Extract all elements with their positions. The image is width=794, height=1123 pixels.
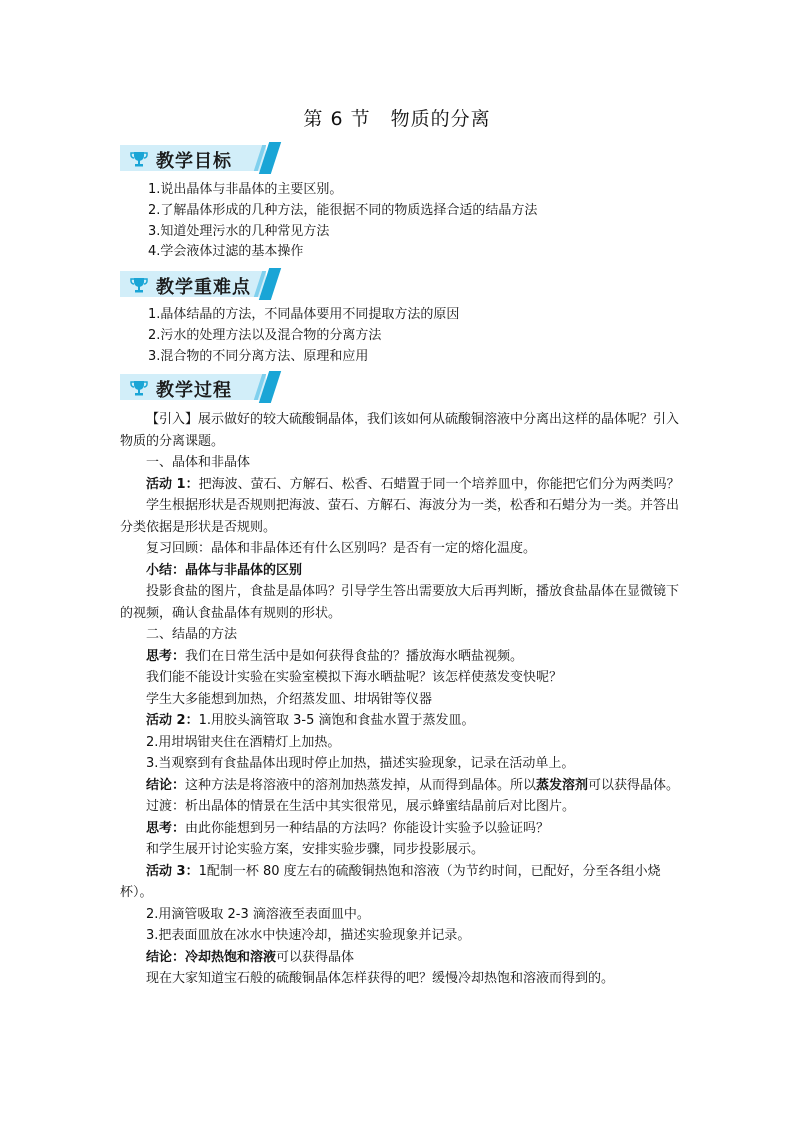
goals-list [148,180,708,263]
think-label: 思考： [146,820,186,836]
activity-1-text: 把海波、萤石、方解石、松香、石蜡置于同一个培养皿中，你能把它们分为两类吗？ [198,476,680,492]
paragraph: 2.用坩埚钳夹住在酒精灯上加热。 [146,734,341,750]
paragraph-activity-1 [120,474,680,496]
think-text: 由此你能想到另一种结晶的方法吗？你能设计实验予以验证吗？ [185,820,550,836]
process-body [120,409,680,990]
activity-3-label: 活动 3： [146,863,199,879]
list-item: 2.了解晶体形成的几种方法，能很据不同的物质选择合适的结晶方法 [148,202,538,218]
section-header-label: 教学目标 [156,151,232,172]
paragraph: 我们能不能设计实验在实验室模拟下海水晒盐呢？该怎样使蒸发变快呢？ [146,670,563,685]
list-item: 1.说出晶体与非晶体的主要区别。 [148,182,343,197]
paragraph: 2.用滴管吸取 2-3 滴溶液至表面皿中。 [146,906,370,922]
conclusion-bold: 冷却热饱和溶液 [185,949,277,965]
paragraph-think-2 [120,818,680,840]
section-header-label: 教学重难点 [156,277,251,298]
section-header-goals [120,142,276,174]
activity-2-label: 活动 2： [146,713,199,728]
conclusion-bold: 蒸发溶剂 [536,777,589,793]
paragraph: 投影食盐的图片，食盐是晶体吗？引导学生答出需要放大后再判断，播放食盐晶体在显微镜下的视频，确认食盐晶体有规则的形状。 [120,584,680,621]
list-item: 3.混合物的不同分离方法、原理和应用 [148,348,369,364]
activity-1-label: 活动 1： [146,476,199,492]
conclusion-text: 这种方法是将溶液中的溶剂加热蒸发掉，从而得到晶体。所以 [185,777,537,793]
paragraph: 3.把表面皿放在冰水中快速冷却，描述实验现象并记录。 [146,928,471,943]
paragraph: 和学生展开讨论实验方案，安排实验步骤，同步投影展示。 [146,842,485,857]
paragraph-activity-2 [120,710,680,732]
conclusion-label: 结论： [146,777,186,793]
paragraph: 3.当观察到有食盐晶体出现时停止加热，描述实验现象，记录在活动单上。 [146,756,575,771]
keypoints-list [148,305,708,367]
activity-3-text: 1配制一杯 80 度左右的硫酸铜热饱和溶液（为节约时间，已配好，分至各组小烧杯）。 [120,863,661,900]
list-item: 1.晶体结晶的方法，不同晶体要用不同提取方法的原因 [148,307,460,322]
list-item: 2.污水的处理方法以及混合物的分离方法 [148,327,382,343]
page-title: 第 6 节 物质的分离 [303,108,491,130]
paragraph-activity-3 [120,861,680,904]
paragraph-review: 复习回顾：晶体和非晶体还有什么区别吗？是否有一定的熔化温度。 [146,541,537,556]
think-label: 思考： [146,648,186,664]
paragraph: 学生大多能想到加热，介绍蒸发皿、坩埚钳等仪器 [146,691,433,707]
activity-2-text: 1.用胶头滴管取 3-5 滴饱和食盐水置于蒸发皿。 [198,713,475,728]
paragraph-transition: 过渡：析出晶体的情景在生活中其实很常见，展示蜂蜜结晶前后对比图片。 [146,799,576,814]
paragraph: 学生根据形状是否规则把海波、萤石、方解石、海波分为一类，松香和石蜡分为一类。并答出分类依据是形状是否规则。 [120,498,680,535]
trophy-icon [130,276,148,294]
section-header-keypoints [120,268,276,300]
section-header-label: 教学过程 [156,380,232,401]
paragraph-intro: 【引入】展示做好的较大硫酸铜晶体，我们该如何从硫酸铜溶液中分离出这样的晶体呢？引入物质的分离课题。 [120,412,680,449]
conclusion-text: 可以获得晶体 [276,949,355,965]
heading-crystallization: 二、结晶的方法 [146,627,238,642]
trophy-icon [130,150,148,168]
paragraph-closing: 现在大家知道宝石般的硫酸铜晶体怎样获得的吧？缓慢冷却热饱和溶液而得到的。 [146,971,615,986]
summary-text: 小结：晶体与非晶体的区别 [146,562,303,578]
conclusion-label: 结论： [146,949,186,965]
paragraph-conclusion-1 [120,775,680,797]
conclusion-text: 可以获得晶体。 [588,777,680,793]
paragraph-summary [120,560,680,582]
think-text: 我们在日常生活中是如何获得食盐的？播放海水晒盐视频。 [185,648,524,664]
list-item: 3.知道处理污水的几种常见方法 [148,223,330,239]
heading-crystal: 一、晶体和非晶体 [146,455,251,470]
list-item: 4.学会液体过滤的基本操作 [148,244,304,260]
trophy-icon [130,379,148,397]
section-header-process [120,371,276,403]
paragraph-think-1 [120,646,680,668]
paragraph-conclusion-2 [120,947,680,969]
